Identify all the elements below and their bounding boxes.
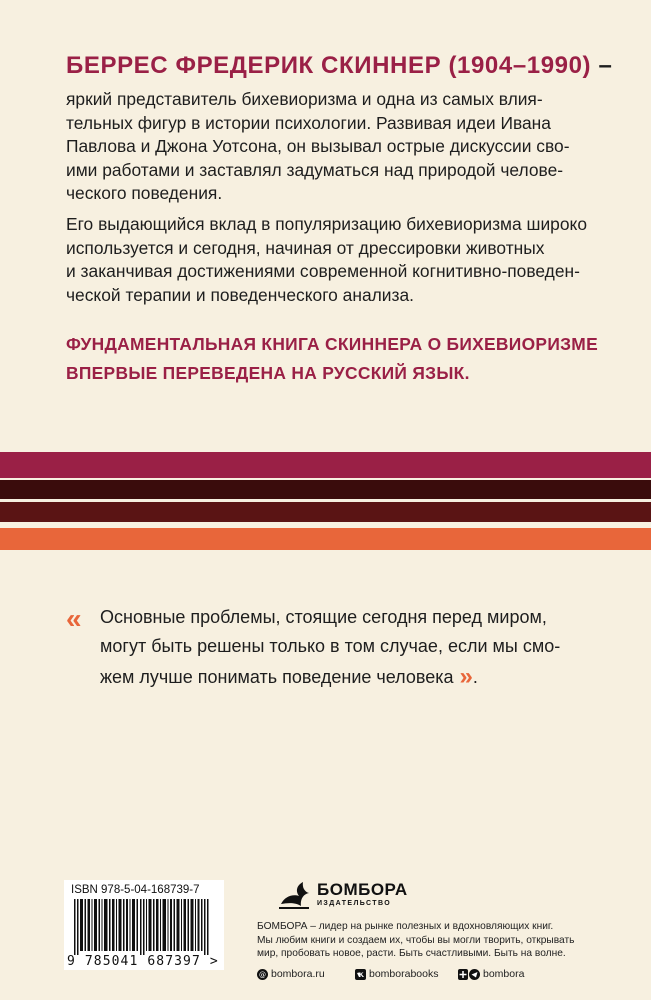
author-heading [66,52,626,80]
text-line: тельных фигур в истории психологии. Развивая идеи Ивана [66,112,551,133]
web-icon [257,969,268,980]
isbn-barcode [64,880,224,970]
social-link-vk[interactable] [355,968,438,980]
text-line: используется и сегодня, начиная от дрессировки животных [66,237,545,258]
quote-text [100,603,605,692]
text-line: Павлова и Джона Уотсона, он вызывал острые дискуссии сво- [66,136,570,156]
decorative-stripe-maroon [0,502,651,522]
text-line: Его выдающийся вклад в популяризацию бихевиоризма широко [66,214,587,234]
svg-text:@: @ [259,970,266,979]
quote-line-last [100,661,605,692]
bombora-logo-icon [275,874,313,912]
description-line: мир, пробовать новое, расти. Быть счастливыми. Быть на волне. [257,948,566,959]
text-line: яркий представитель бихевиоризма и одна из самых влия- [66,89,543,109]
quote-line: могут быть решены только в том случае, если мы смо- [100,636,561,656]
isbn-label: ISBN 978-5-04-168739-7 [71,884,200,896]
social-link-combo[interactable] [458,968,524,980]
publisher-subtitle: ИЗДАТЕЛЬСТВО [317,900,392,907]
text-line: и заканчивая достижениями современной когнитивно-поведен- [66,261,580,281]
description-line: Мы любим книги и создаем их, чтобы вы могли творить, открывать [257,934,575,946]
social-label: bombora.ru [271,968,325,980]
decorative-stripe-crimson [0,452,651,478]
text-line: ческого поведения. [66,183,223,203]
social-label: bomborabooks [369,968,439,980]
barcode-icon [74,899,216,955]
publisher-description [257,920,637,961]
highlight-line: ФУНДАМЕНТАЛЬНАЯ КНИГА СКИННЕРА О БИХЕВИОРИЗМЕ [66,334,598,354]
author-name: БЕРРЕС ФРЕДЕРИК СКИННЕР (1904–1990) [66,52,592,79]
highlight-statement [66,330,598,388]
quote-line: жем лучше понимать поведение человека [100,667,454,687]
decorative-stripe-dark-brown [0,480,651,499]
highlight-line: ВПЕРВЫЕ ПЕРЕВЕДЕНА НА РУССКИЙ ЯЗЫК. [66,363,470,383]
social-link-web[interactable] [257,968,325,980]
open-quote-icon: « [66,603,82,634]
author-dash: – [598,52,613,79]
social-label: bombora [483,968,525,980]
quote-end-punctuation: . [472,667,478,687]
text-line: ческой терапии и поведенческого анализа. [66,284,414,305]
quote-line: Основные проблемы, стоящие сегодня перед миром, [100,607,547,627]
decorative-stripe-orange [0,528,651,550]
vk-icon [355,969,366,980]
publisher-name: БОМБОРА [317,880,408,899]
text-line: ими работами и заставлял задуматься над природой челове- [66,159,564,180]
barcode-digits: 9 785041 687397 > [67,954,219,969]
contribution-paragraph [66,213,591,307]
intro-paragraph [66,88,591,206]
close-quote-icon: » [459,663,473,690]
description-line: БОМБОРА – лидер на рынке полезных и вдохновляющих книг. [257,921,554,932]
social-links [257,968,637,984]
social-combo-icon [458,969,480,980]
